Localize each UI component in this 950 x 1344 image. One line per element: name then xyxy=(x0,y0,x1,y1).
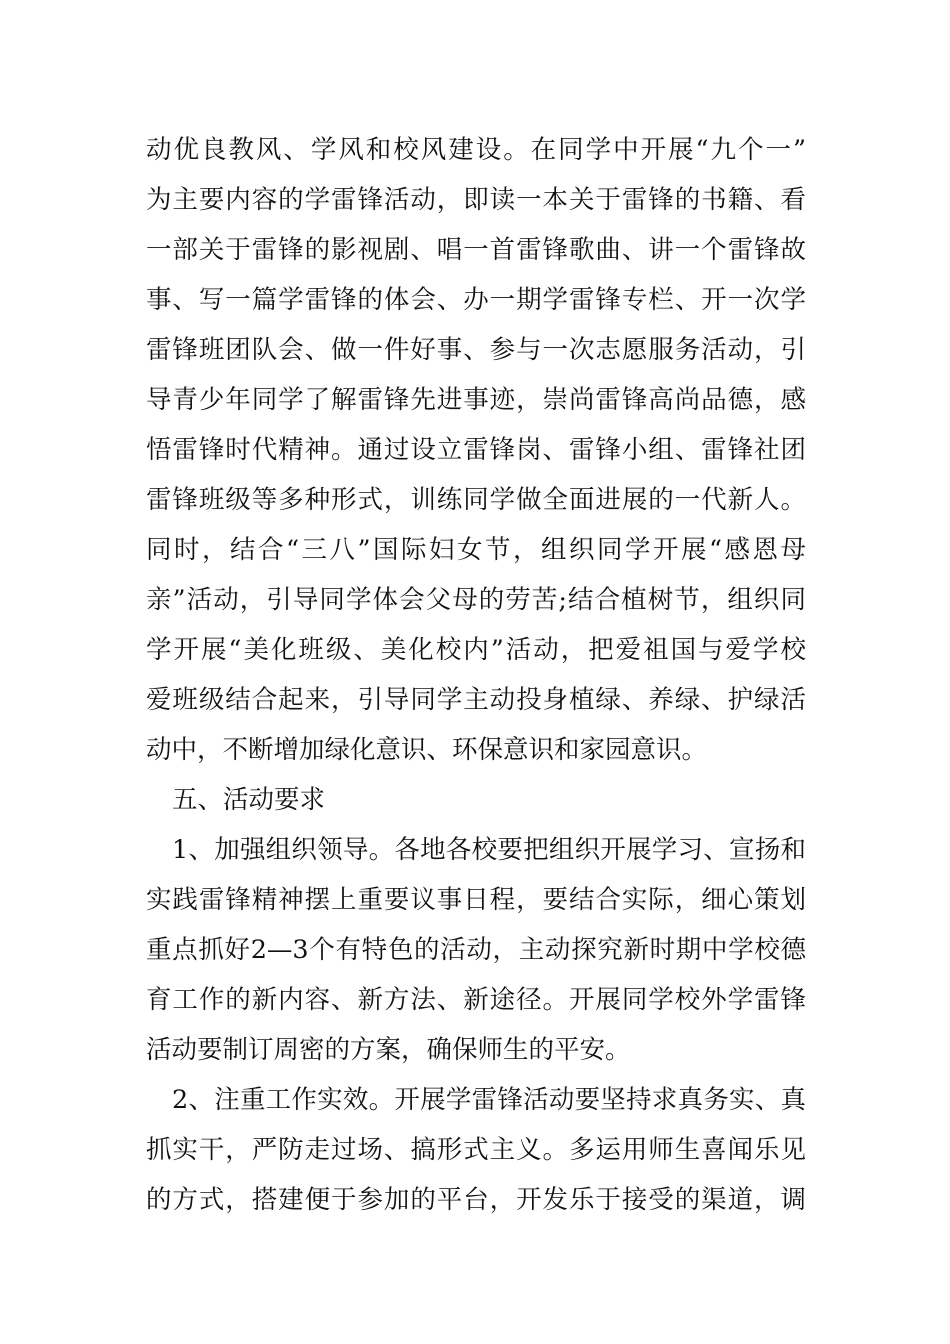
paragraph-line-21: 抓实干，严防走过场、搞形式主义。多运用师生喜闻乐见 xyxy=(146,1135,806,1165)
paragraph-line-4: 事、写一篇学雷锋的体会、办一期学雷锋专栏、开一次学 xyxy=(146,285,806,315)
paragraph-line-5: 雷锋班团队会、做一件好事、参与一次志愿服务活动，引 xyxy=(146,335,806,365)
paragraph-line-16: 实践雷锋精神摆上重要议事日程，要结合实际，细心策划 xyxy=(146,885,806,915)
section-heading: 五、活动要求 xyxy=(172,785,326,815)
paragraph-line-15: 1、加强组织领导。各地各校要把组织开展学习、宣扬和 xyxy=(172,835,806,865)
paragraph-line-13: 动中，不断增加绿化意识、环保意识和家园意识。 xyxy=(146,735,708,765)
paragraph-line-10: 亲”活动，引导同学体会父母的劳苦;结合植树节，组织同 xyxy=(146,585,806,615)
paragraph-line-1: 动优良教风、学风和校风建设。在同学中开展“九个一” xyxy=(146,135,806,165)
paragraph-line-6: 导青少年同学了解雷锋先进事迹，崇尚雷锋高尚品德，感 xyxy=(146,385,806,415)
paragraph-line-11: 学开展“美化班级、美化校内”活动，把爱祖国与爱学校 xyxy=(146,635,806,665)
paragraph-line-18: 育工作的新内容、新方法、新途径。开展同学校外学雷锋 xyxy=(146,985,806,1015)
paragraph-line-22: 的方式，搭建便于参加的平台，开发乐于接受的渠道，调 xyxy=(146,1185,806,1215)
paragraph-line-19: 活动要制订周密的方案，确保师生的平安。 xyxy=(146,1035,631,1065)
paragraph-line-12: 爱班级结合起来，引导同学主动投身植绿、养绿、护绿活 xyxy=(146,685,806,715)
paragraph-line-7: 悟雷锋时代精神。通过设立雷锋岗、雷锋小组、雷锋社团 xyxy=(146,435,806,465)
paragraph-line-9: 同时，结合“三八”国际妇女节，组织同学开展“感恩母 xyxy=(146,535,806,565)
paragraph-line-3: 一部关于雷锋的影视剧、唱一首雷锋歌曲、讲一个雷锋故 xyxy=(146,235,806,265)
paragraph-line-8: 雷锋班级等多种形式，训练同学做全面进展的一代新人。 xyxy=(146,485,806,515)
paragraph-line-20: 2、注重工作实效。开展学雷锋活动要坚持求真务实、真 xyxy=(172,1085,806,1115)
paragraph-line-2: 为主要内容的学雷锋活动，即读一本关于雷锋的书籍、看 xyxy=(146,185,806,215)
paragraph-line-17: 重点抓好2—3个有特色的活动，主动探究新时期中学校德 xyxy=(146,935,806,965)
